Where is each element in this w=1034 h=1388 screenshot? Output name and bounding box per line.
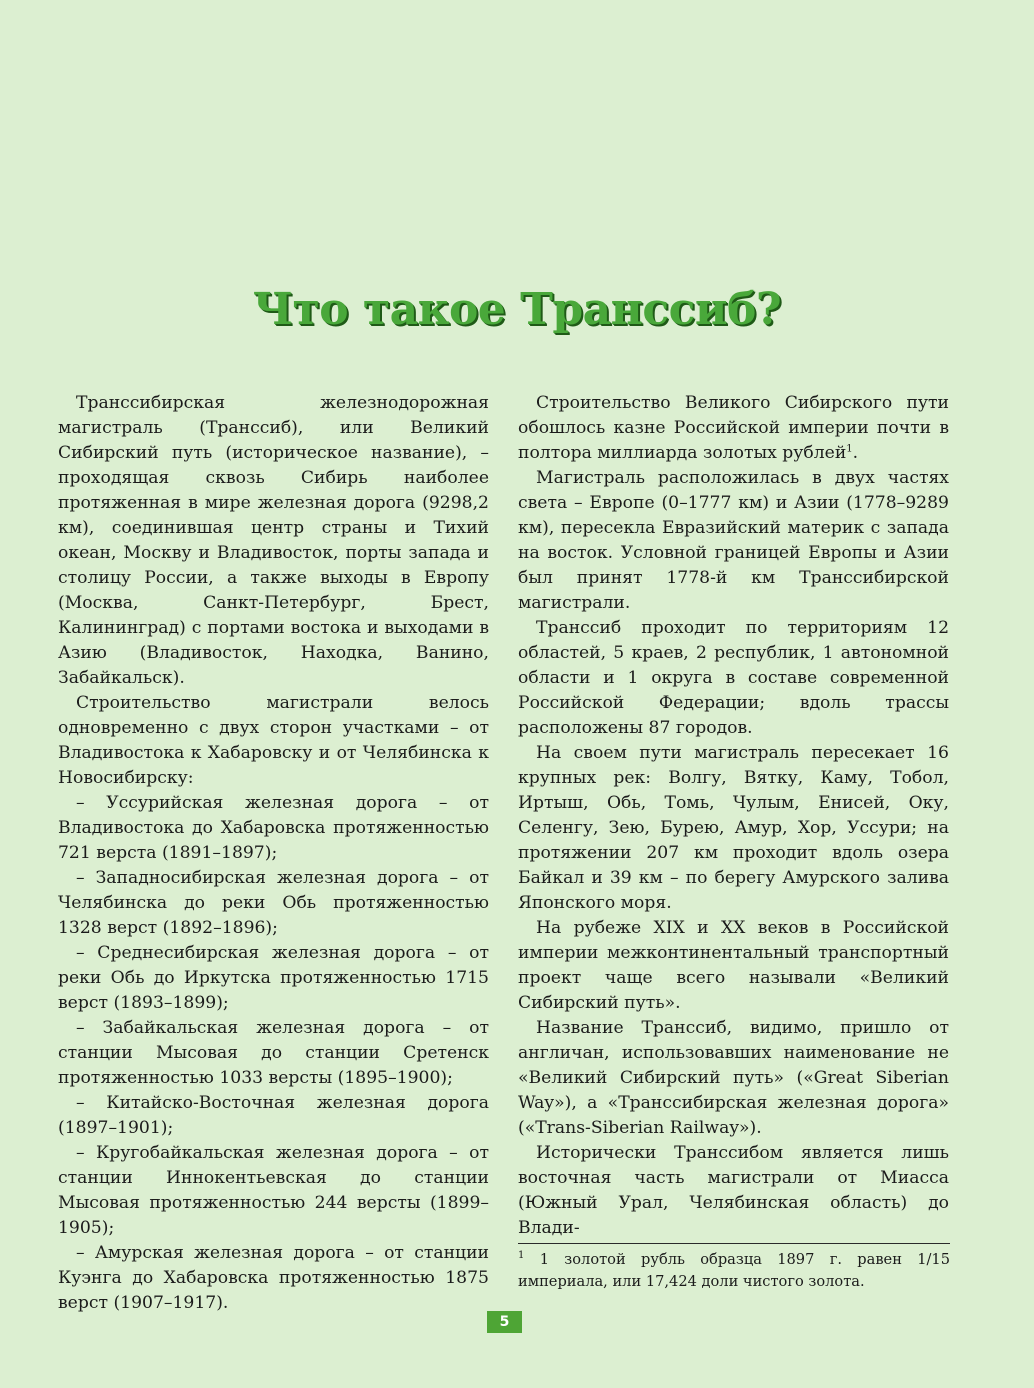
- list-item: – Западносибирская железная дорога – от Челябинска до реки Обь протяженностью 1328 верст (1892–1896);: [58, 868, 489, 938]
- list-item: – Китайско-Восточная железная дорога (1897–1901);: [58, 1093, 489, 1138]
- left-column: [58, 391, 489, 1316]
- footnote-mark: 1: [518, 1250, 525, 1262]
- footnote-divider: [518, 1243, 950, 1244]
- paragraph: На рубеже XIX и XX веков в Российской империи межконтинентальный транспортный проект чаще всего называли «Великий Сибирский путь».: [518, 918, 949, 1013]
- list-item: – Среднесибирская железная дорога – от реки Обь до Иркутска протяженностью 1715 верст (1893–1899);: [58, 943, 489, 1013]
- page-number: 5: [487, 1311, 522, 1333]
- paragraph: Исторически Транссибом является лишь восточная часть магистрали от Миасса (Южный Урал, Челябинская область) до Влади-: [518, 1143, 949, 1238]
- paragraph: Магистраль расположилась в двух частях света – Европе (0–1777 км) и Азии (1778–9289 км), пересекла Евразийский материк с запада на восток. Условной границей Европы и Азии был принят 1778-й км Транссибирской магистрали.: [518, 468, 949, 613]
- paragraph-text: Строительство Великого Сибирского пути обошлось казне Российской империи почти в полтора миллиарда золотых рублей: [518, 393, 949, 463]
- paragraph: Транссиб проходит по территориям 12 областей, 5 краев, 2 республик, 1 автономной области и 1 округа в составе современной Российской Федерации; вдоль трассы расположены 87 городов.: [518, 618, 949, 738]
- list-item: – Забайкальская железная дорога – от станции Мысовая до станции Сретенск протяженностью 1033 версты (1895–1900);: [58, 1018, 489, 1088]
- page-title: Что такое Транссиб?: [252, 284, 782, 335]
- paragraph: Строительство магистрали велось одновременно с двух сторон участками – от Владивостока к Хабаровску и от Челябинска к Новосибирску:: [58, 693, 489, 788]
- paragraph: [518, 391, 949, 466]
- paragraph: Название Транссиб, видимо, пришло от англичан, использовавших наименование не «Великий Сибирский путь» («Great Siberian Way»), а «Транссибирская железная дорога» («Trans-Siberian Railway»).: [518, 1018, 949, 1138]
- paragraph: На своем пути магистраль пересекает 16 крупных рек: Волгу, Вятку, Каму, Тобол, Иртыш, Обь, Томь, Чулым, Енисей, Оку, Селенгу, Зею, Бурею, Амур, Хор, Уссури; на протяжении 207 км проходит вдоль озера Байкал и 39 км – по берегу Амурского залива Японского моря.: [518, 743, 949, 913]
- footnote: [518, 1249, 950, 1293]
- paragraph: Транссибирская железнодорожная магистраль (Транссиб), или Великий Сибирский путь (историческое название), – проходящая сквозь Сибирь наиболее протяженная в мире железная дорога (9298,2 км), соединившая центр страны и Тихий океан, Москву и Владивосток, порты запада и столицу России, а также выходы в Европу (Москва, Санкт-Петербург, Брест, Калининград) с портами востока и выходами в Азию (Владивосток, Находка, Ванино, Забайкальск).: [58, 393, 489, 688]
- right-column: [518, 391, 949, 1241]
- list-item: – Амурская железная дорога – от станции Куэнга до Хабаровска протяженностью 1875 верст (1907–1917).: [58, 1243, 489, 1313]
- footnote-text: [518, 1249, 950, 1293]
- list-item: – Уссурийская железная дорога – от Владивостока до Хабаровска протяженностью 721 верста (1891–1897);: [58, 793, 489, 863]
- paragraph-end: .: [852, 443, 859, 463]
- footnote-body: 1 золотой рубль образца 1897 г. равен 1/15 империала, или 17,424 доли чистого золота.: [518, 1251, 951, 1290]
- list-item: – Кругобайкальская железная дорога – от станции Иннокентьевская до станции Мысовая протяженностью 244 версты (1899–1905);: [58, 1143, 489, 1238]
- footnote-reference[interactable]: 1: [846, 443, 853, 455]
